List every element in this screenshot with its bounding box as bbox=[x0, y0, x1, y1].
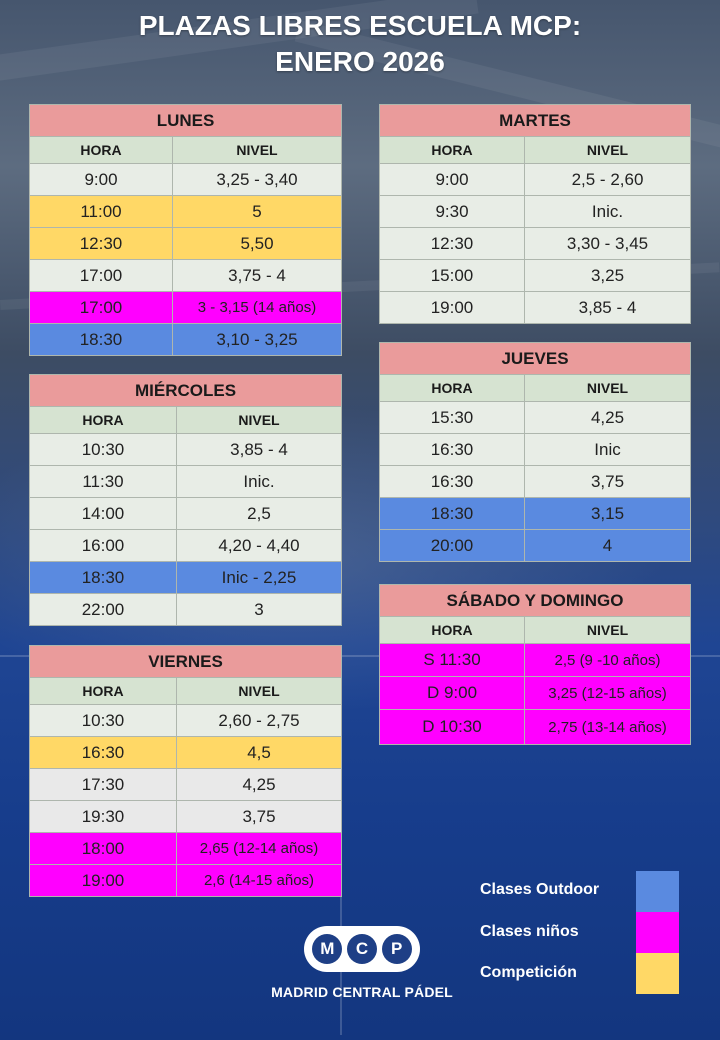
table-row bbox=[380, 434, 691, 466]
legend-competicion-swatch bbox=[636, 953, 679, 994]
nivel-cell: 3,30 - 3,45 bbox=[525, 228, 691, 260]
table-row bbox=[30, 530, 342, 562]
hora-cell: 18:00 bbox=[30, 833, 177, 865]
nivel-cell: 3,75 - 4 bbox=[173, 260, 342, 292]
nivel-cell: 2,65 (12-14 años) bbox=[177, 833, 342, 865]
logo-text: MADRID CENTRAL PÁDEL bbox=[271, 984, 453, 1000]
hora-cell: 10:30 bbox=[30, 434, 177, 466]
nivel-cell: 5 bbox=[173, 196, 342, 228]
hora-cell: 16:30 bbox=[380, 434, 525, 466]
day-title-viernes: VIERNES bbox=[30, 646, 342, 678]
table-row bbox=[30, 260, 342, 292]
col-hora: HORA bbox=[30, 137, 173, 164]
table-row bbox=[30, 228, 342, 260]
nivel-cell: Inic. bbox=[177, 466, 342, 498]
table-row bbox=[380, 292, 691, 324]
hora-cell: 19:00 bbox=[380, 292, 525, 324]
logo-letter: C bbox=[347, 934, 377, 964]
hora-cell: D 9:00 bbox=[380, 677, 525, 710]
table-row bbox=[380, 260, 691, 292]
hora-cell: 18:30 bbox=[30, 562, 177, 594]
hora-cell: 12:30 bbox=[380, 228, 525, 260]
hora-cell: 15:30 bbox=[380, 402, 525, 434]
nivel-cell: 3,25 bbox=[525, 260, 691, 292]
table-row bbox=[380, 530, 691, 562]
table-row bbox=[30, 865, 342, 897]
nivel-cell: 3 - 3,15 (14 años) bbox=[173, 292, 342, 324]
day-title-miercoles: MIÉRCOLES bbox=[30, 375, 342, 407]
mcp-logo bbox=[262, 926, 462, 1006]
hora-cell: 20:00 bbox=[380, 530, 525, 562]
table-row bbox=[30, 562, 342, 594]
table-row bbox=[380, 498, 691, 530]
legend-competicion-label: Competición bbox=[480, 964, 577, 981]
nivel-cell: Inic bbox=[525, 434, 691, 466]
hora-cell: 22:00 bbox=[30, 594, 177, 626]
table-row bbox=[30, 324, 342, 356]
col-nivel: NIVEL bbox=[173, 137, 342, 164]
table-row bbox=[380, 402, 691, 434]
table-row bbox=[30, 833, 342, 865]
nivel-cell: 4,20 - 4,40 bbox=[177, 530, 342, 562]
hora-cell: 9:00 bbox=[30, 164, 173, 196]
nivel-cell: 4,25 bbox=[525, 402, 691, 434]
nivel-cell: Inic - 2,25 bbox=[177, 562, 342, 594]
table-row bbox=[30, 705, 342, 737]
nivel-cell: 3,10 - 3,25 bbox=[173, 324, 342, 356]
hora-cell: 17:30 bbox=[30, 769, 177, 801]
nivel-cell: 5,50 bbox=[173, 228, 342, 260]
col-nivel: NIVEL bbox=[525, 617, 691, 644]
table-row bbox=[30, 434, 342, 466]
hora-cell: 16:00 bbox=[30, 530, 177, 562]
hora-cell: 9:00 bbox=[380, 164, 525, 196]
nivel-cell: 3,85 - 4 bbox=[525, 292, 691, 324]
table-row bbox=[380, 710, 691, 745]
table-row bbox=[30, 164, 342, 196]
col-hora: HORA bbox=[380, 375, 525, 402]
table-row bbox=[380, 196, 691, 228]
table-row bbox=[30, 801, 342, 833]
col-nivel: NIVEL bbox=[177, 678, 342, 705]
col-nivel: NIVEL bbox=[525, 375, 691, 402]
logo-letter: P bbox=[382, 934, 412, 964]
hora-cell: 15:00 bbox=[380, 260, 525, 292]
title-line-1: PLAZAS LIBRES ESCUELA MCP: bbox=[138, 10, 582, 41]
hora-cell: 18:30 bbox=[380, 498, 525, 530]
table-row bbox=[30, 466, 342, 498]
hora-cell: 12:30 bbox=[30, 228, 173, 260]
col-hora: HORA bbox=[30, 678, 177, 705]
table-row bbox=[30, 737, 342, 769]
table-martes bbox=[379, 104, 691, 324]
col-hora: HORA bbox=[380, 137, 525, 164]
nivel-cell: Inic. bbox=[525, 196, 691, 228]
col-nivel: NIVEL bbox=[525, 137, 691, 164]
table-weekend bbox=[379, 584, 691, 745]
table-row bbox=[380, 677, 691, 710]
hora-cell: 16:30 bbox=[380, 466, 525, 498]
nivel-cell: 3,75 bbox=[525, 466, 691, 498]
table-miercoles bbox=[29, 374, 342, 626]
col-nivel: NIVEL bbox=[177, 407, 342, 434]
table-row bbox=[380, 466, 691, 498]
legend-ninos-label: Clases niños bbox=[480, 923, 579, 940]
table-row bbox=[380, 644, 691, 677]
table-row bbox=[30, 769, 342, 801]
nivel-cell: 4,5 bbox=[177, 737, 342, 769]
logo-letter: M bbox=[312, 934, 342, 964]
day-title-weekend: SÁBADO Y DOMINGO bbox=[380, 585, 691, 617]
table-row bbox=[380, 228, 691, 260]
legend-ninos-swatch bbox=[636, 912, 679, 953]
logo-pill bbox=[304, 926, 420, 972]
hora-cell: 19:30 bbox=[30, 801, 177, 833]
day-title-jueves: JUEVES bbox=[380, 343, 691, 375]
day-title-lunes: LUNES bbox=[30, 105, 342, 137]
nivel-cell: 2,60 - 2,75 bbox=[177, 705, 342, 737]
nivel-cell: 2,6 (14-15 años) bbox=[177, 865, 342, 897]
title-line-2: ENERO 2026 bbox=[275, 46, 445, 77]
col-hora: HORA bbox=[380, 617, 525, 644]
nivel-cell: 3 bbox=[177, 594, 342, 626]
table-row bbox=[30, 292, 342, 324]
nivel-cell: 2,5 (9 -10 años) bbox=[525, 644, 691, 677]
nivel-cell: 2,5 - 2,60 bbox=[525, 164, 691, 196]
poster-title bbox=[0, 8, 720, 80]
nivel-cell: 3,15 bbox=[525, 498, 691, 530]
table-row bbox=[380, 164, 691, 196]
hora-cell: 9:30 bbox=[380, 196, 525, 228]
table-row bbox=[30, 498, 342, 530]
nivel-cell: 3,85 - 4 bbox=[177, 434, 342, 466]
table-viernes bbox=[29, 645, 342, 897]
hora-cell: S 11:30 bbox=[380, 644, 525, 677]
hora-cell: 11:30 bbox=[30, 466, 177, 498]
nivel-cell: 2,5 bbox=[177, 498, 342, 530]
hora-cell: 14:00 bbox=[30, 498, 177, 530]
nivel-cell: 4 bbox=[525, 530, 691, 562]
hora-cell: D 10:30 bbox=[380, 710, 525, 745]
nivel-cell: 3,25 - 3,40 bbox=[173, 164, 342, 196]
nivel-cell: 2,75 (13-14 años) bbox=[525, 710, 691, 745]
legend-outdoor-label: Clases Outdoor bbox=[480, 881, 600, 898]
table-jueves bbox=[379, 342, 691, 562]
table-row bbox=[30, 196, 342, 228]
hora-cell: 17:00 bbox=[30, 292, 173, 324]
day-title-martes: MARTES bbox=[380, 105, 691, 137]
hora-cell: 11:00 bbox=[30, 196, 173, 228]
nivel-cell: 4,25 bbox=[177, 769, 342, 801]
hora-cell: 19:00 bbox=[30, 865, 177, 897]
col-hora: HORA bbox=[30, 407, 177, 434]
table-lunes bbox=[29, 104, 342, 356]
legend-outdoor-swatch bbox=[636, 871, 679, 912]
hora-cell: 10:30 bbox=[30, 705, 177, 737]
hora-cell: 16:30 bbox=[30, 737, 177, 769]
nivel-cell: 3,25 (12-15 años) bbox=[525, 677, 691, 710]
hora-cell: 18:30 bbox=[30, 324, 173, 356]
table-row bbox=[30, 594, 342, 626]
nivel-cell: 3,75 bbox=[177, 801, 342, 833]
hora-cell: 17:00 bbox=[30, 260, 173, 292]
